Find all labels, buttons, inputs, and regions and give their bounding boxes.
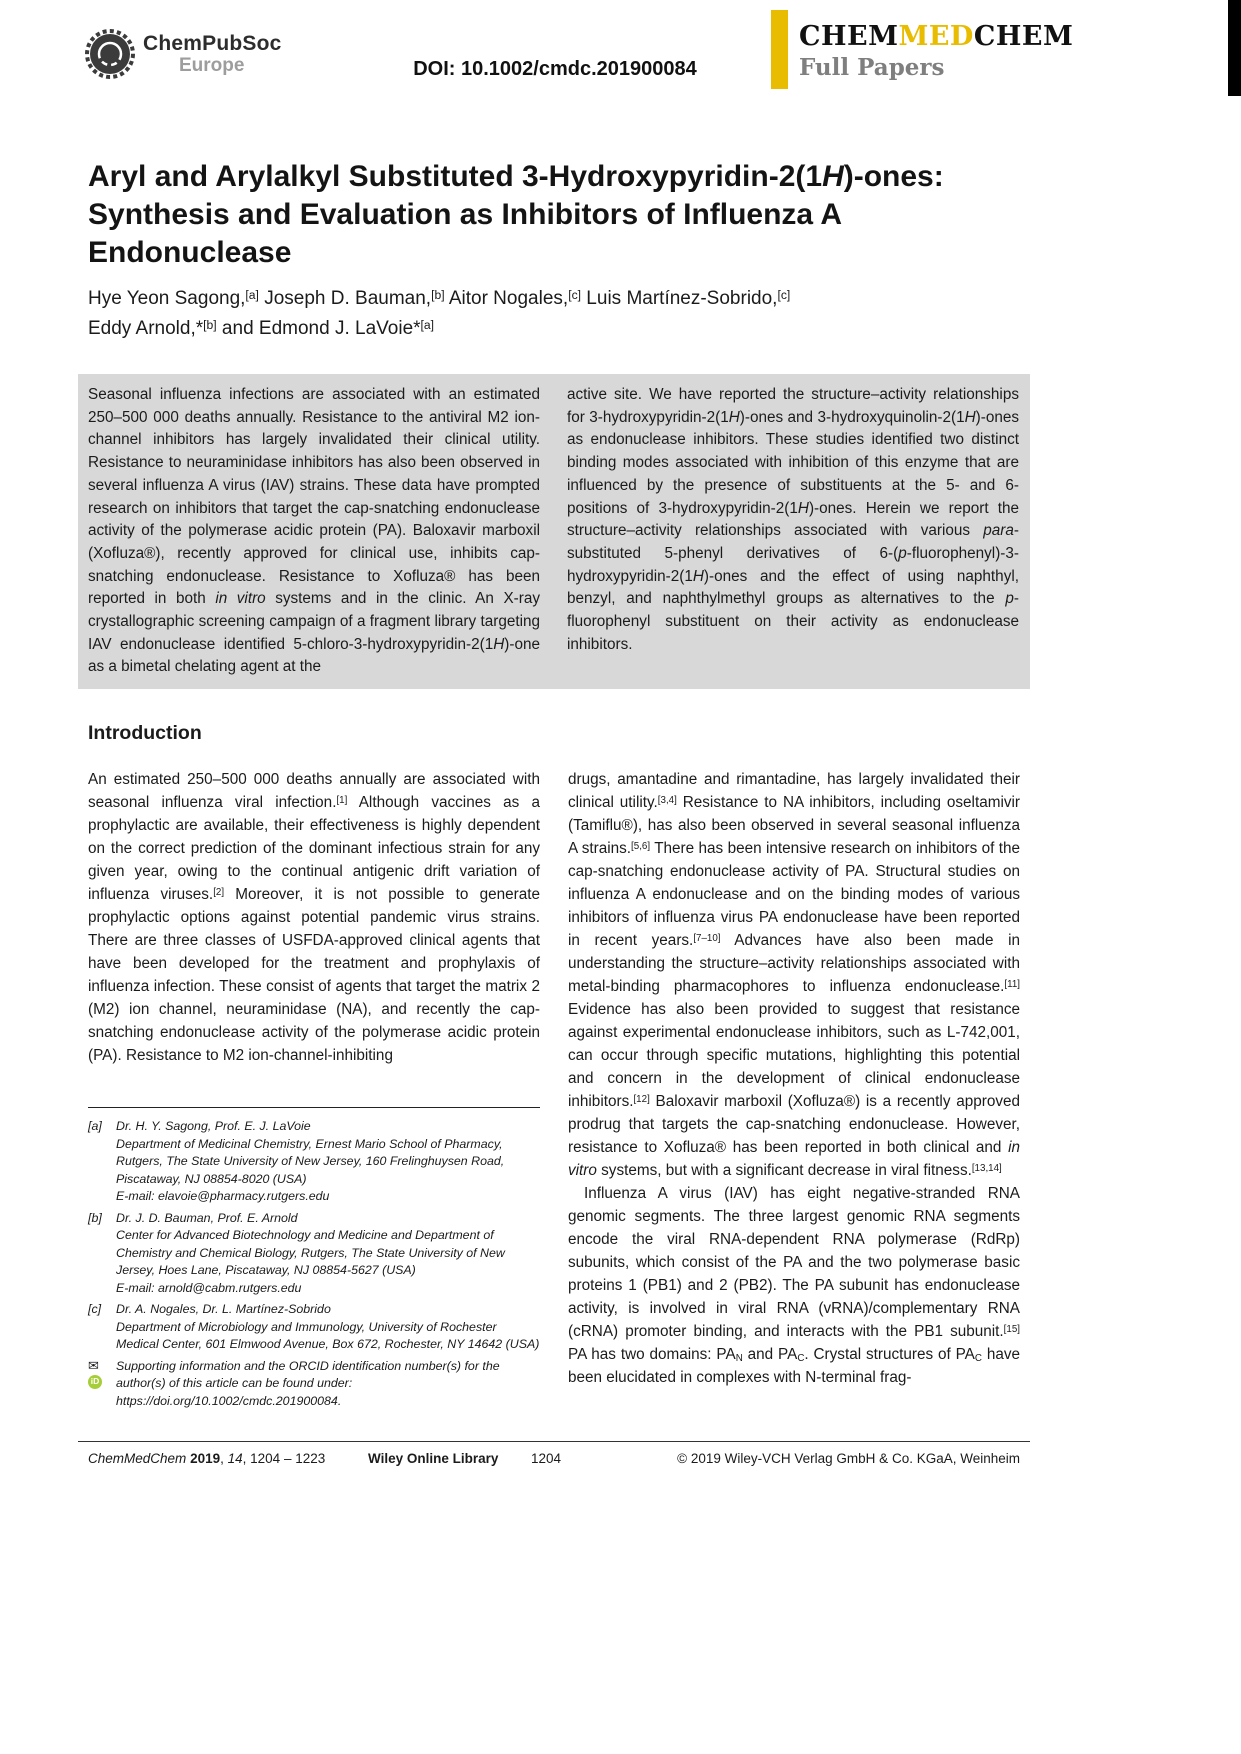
footnote-a-text: Dr. H. Y. Sagong, Prof. E. J. LaVoie Department of Medicinal Chemistry, Ernest Mario School of Pharmacy, Rutgers, The State University of New Jersey, 160 Frelinghuysen Road, Piscataway, NJ 08854-8020 (USA) E-mail: elavoie@pharmacy.rutgers.edu <box>116 1119 505 1203</box>
footer-copyright: © 2019 Wiley-VCH Verlag GmbH & Co. KGaA, Weinheim <box>677 1451 1020 1466</box>
footnote-b-label: [b] <box>88 1210 102 1225</box>
page-footer <box>78 1441 1030 1473</box>
wordmark-chem2: CHEM <box>973 21 1074 52</box>
journal-wordmark <box>799 22 1073 52</box>
supporting-info-envelope-icon: ✉ <box>88 1357 99 1373</box>
supporting-info-text[interactable]: Supporting information and the ORCID identification number(s) for the author(s) of this article can be found under: https://doi.org/10.1002/cmdc.201900084. <box>116 1358 500 1408</box>
footnote-c-text: Dr. A. Nogales, Dr. L. Martínez-Sobrido Department of Microbiology and Immunology, University of Rochester Medical Center, 601 Elmwood Avenue, Box 672, Rochester, NY 14642 (USA) <box>116 1302 540 1351</box>
journal-section-label: Full Papers <box>799 54 945 81</box>
footnote-a-label: [a] <box>88 1119 102 1133</box>
footnote-block <box>88 1107 540 1410</box>
footer-page-number: 1204 <box>530 1451 562 1466</box>
journal-brand <box>799 22 1073 82</box>
intro-paragraph-left: An estimated 250–500 000 deaths annually are associated with seasonal influenza viral infection.[1] Although vaccines as a prophylactic are available, their effectiveness is highly dependent on the correct prediction of the dominant infectious strain for any given year, owing to the continual antigenic drift variation of influenza viruses.[2] Moreover, it is not possible to generate prophylactic options against potential pandemic virus strains. There are three classes of USFDA-approved clinical agents that have been developed for the treatment and prophylaxis of influenza infection. These consist of agents that target the matrix 2 (M2) ion channel, neuraminidase (NA), and recently the cap-snatching endonuclease activity of the polymerase acidic protein (PA). Resistance to M2 ion-channel-inhibiting <box>88 771 541 1064</box>
supporting-info <box>88 1358 540 1411</box>
wordmark-chem1: CHEM <box>799 21 899 52</box>
abstract-column-left: Seasonal influenza infections are associated with an estimated 250–500 000 deaths annually. Resistance to the antiviral M2 ion-channel inhibitors has largely invalidated their clinical utility. Resistance to neuraminidase inhibitors has also been observed in several influenza A virus (IAV) strains. These data have prompted research on inhibitors that target the cap-snatching endonuclease activity of the polymerase acidic protein (PA). Baloxavir marboxil (Xofluza®), recently approved for clinical use, inhibits cap-snatching endonuclease. Resistance to Xofluza® has been reported in both in vitro systems and in the clinic. An X-ray crystallographic screening campaign of a fragment library targeting IAV endonuclease identified 5-chloro-3-hydroxypyridin-2(1H)-one as a bimetal chelating agent at the <box>88 386 540 676</box>
corner-black-bar <box>1228 0 1241 96</box>
brand-accent-bar <box>771 10 788 89</box>
abstract-column-right: active site. We have reported the structure–activity relationships for 3-hydroxypyridin-2(1H)-ones and 3-hydroxyquinolin-2(1H)-ones as endonuclease inhibitors. These studies identified two distinct binding modes associated with inhibition of this enzyme that are influenced by the presence of substituents at the 5- and 6-positions of 3-hydroxypyridin-2(1H)-ones. Herein we report the structure–activity relationships associated with various para-substituted 5-phenyl derivatives of 6-(p-fluorophenyl)-3-hydroxypyridin-2(1H)-ones and the effect of using naphthyl, benzyl, and naphthylmethyl groups as alternatives to the p-fluorophenyl substituent on their activity as endonuclease inhibitors. <box>567 386 1020 653</box>
footnote-c <box>88 1301 540 1354</box>
intro-paragraph-right-2: Influenza A virus (IAV) has eight negative-stranded RNA genomic segments. The three largest genomic RNA segments encode the viral RNA-dependent RNA polymerase (RdRp) subunits, which consist of the PA and the two polymerase basic proteins 1 (PB1) and 2 (PB2). The PA subunit has endonuclease activity, is involved in viral RNA (vRNA)/complementary RNA (cRNA) promoter binding, and interacts with the PB1 subunit.[15] PA has two domains: $PA_N$ and $PA_C$. Crystal structures of $PA_C$ have been elucidated in complexes with N-terminal frag- <box>568 1185 1021 1386</box>
author-list: Hye Yeon Sagong,[a] Joseph D. Bauman,[b] Aitor Nogales,[c] Luis Martínez-Sobrido,[c] Eddy Arnold,*[b] and Edmond J. LaVoie*[a] <box>88 287 791 339</box>
body-column-left <box>88 768 540 1414</box>
footnote-b-text: Dr. J. D. Bauman, Prof. E. Arnold Center for Advanced Biotechnology and Medicine and Department of Chemistry and Chemical Biology, Rutgers, The State University of New Jersey, Hoes Lane, Piscataway, NJ 08854-5627 (USA) E-mail: arnold@cabm.rutgers.edu <box>116 1210 505 1295</box>
abstract-box <box>78 374 1030 689</box>
footnote-b <box>88 1210 540 1298</box>
section-heading-introduction: Introduction <box>88 722 202 744</box>
orcid-id-icon: iD <box>88 1375 102 1389</box>
doi-text: DOI: 10.1002/cmdc.201900084 <box>413 58 697 80</box>
footer-library-label: Wiley Online Library <box>368 1451 499 1466</box>
logo-title: ChemPubSoc <box>143 31 282 55</box>
article-title: Aryl and Arylalkyl Substituted 3-Hydroxypyridin-2(1H)-ones: Synthesis and Evaluation as Inhibitors of Influenza A Endonuclease <box>88 160 944 269</box>
intro-paragraph-right-1: drugs, amantadine and rimantadine, has largely invalidated their clinical utility.[3,4] Resistance to NA inhibitors, including oseltamivir (Tamiflu®), has also been observed in several seasonal influenza A strains.[5,6] There has been intensive research on inhibitors of the cap-snatching endonuclease activity of PA. Structural studies on influenza A endonuclease and on the binding modes of various inhibitors of influenza virus PA endonuclease have been reported in recent years.[7–10] Advances have also been made in understanding the structure–activity relationships associated with metal-binding pharmacophores to influenza endonuclease.[11] Evidence has also been provided to suggest that resistance against experimental endonuclease inhibitors, such as L-742,001, can occur through specific mutations, highlighting this potential and concern in the development of clinical endonuclease inhibitors.[12] Baloxavir marboxil (Xofluza®) is a recently approved prodrug that targets the cap-snatching endonuclease. However, resistance to Xofluza® has been reported in both clinical and in vitro systems, but with a significant decrease in viral fitness.[13,14] <box>568 771 1020 1179</box>
wordmark-med: MED <box>898 21 974 52</box>
body-columns <box>88 768 1020 1414</box>
logo-subtitle: Europe <box>179 54 245 76</box>
supporting-info-icons <box>88 1358 111 1411</box>
footer-citation: ChemMedChem 2019, 14, 1204 – 1223 <box>88 1451 326 1466</box>
body-column-right <box>568 768 1020 1414</box>
footnote-c-label: [c] <box>88 1302 102 1316</box>
footnote-a <box>88 1118 540 1206</box>
